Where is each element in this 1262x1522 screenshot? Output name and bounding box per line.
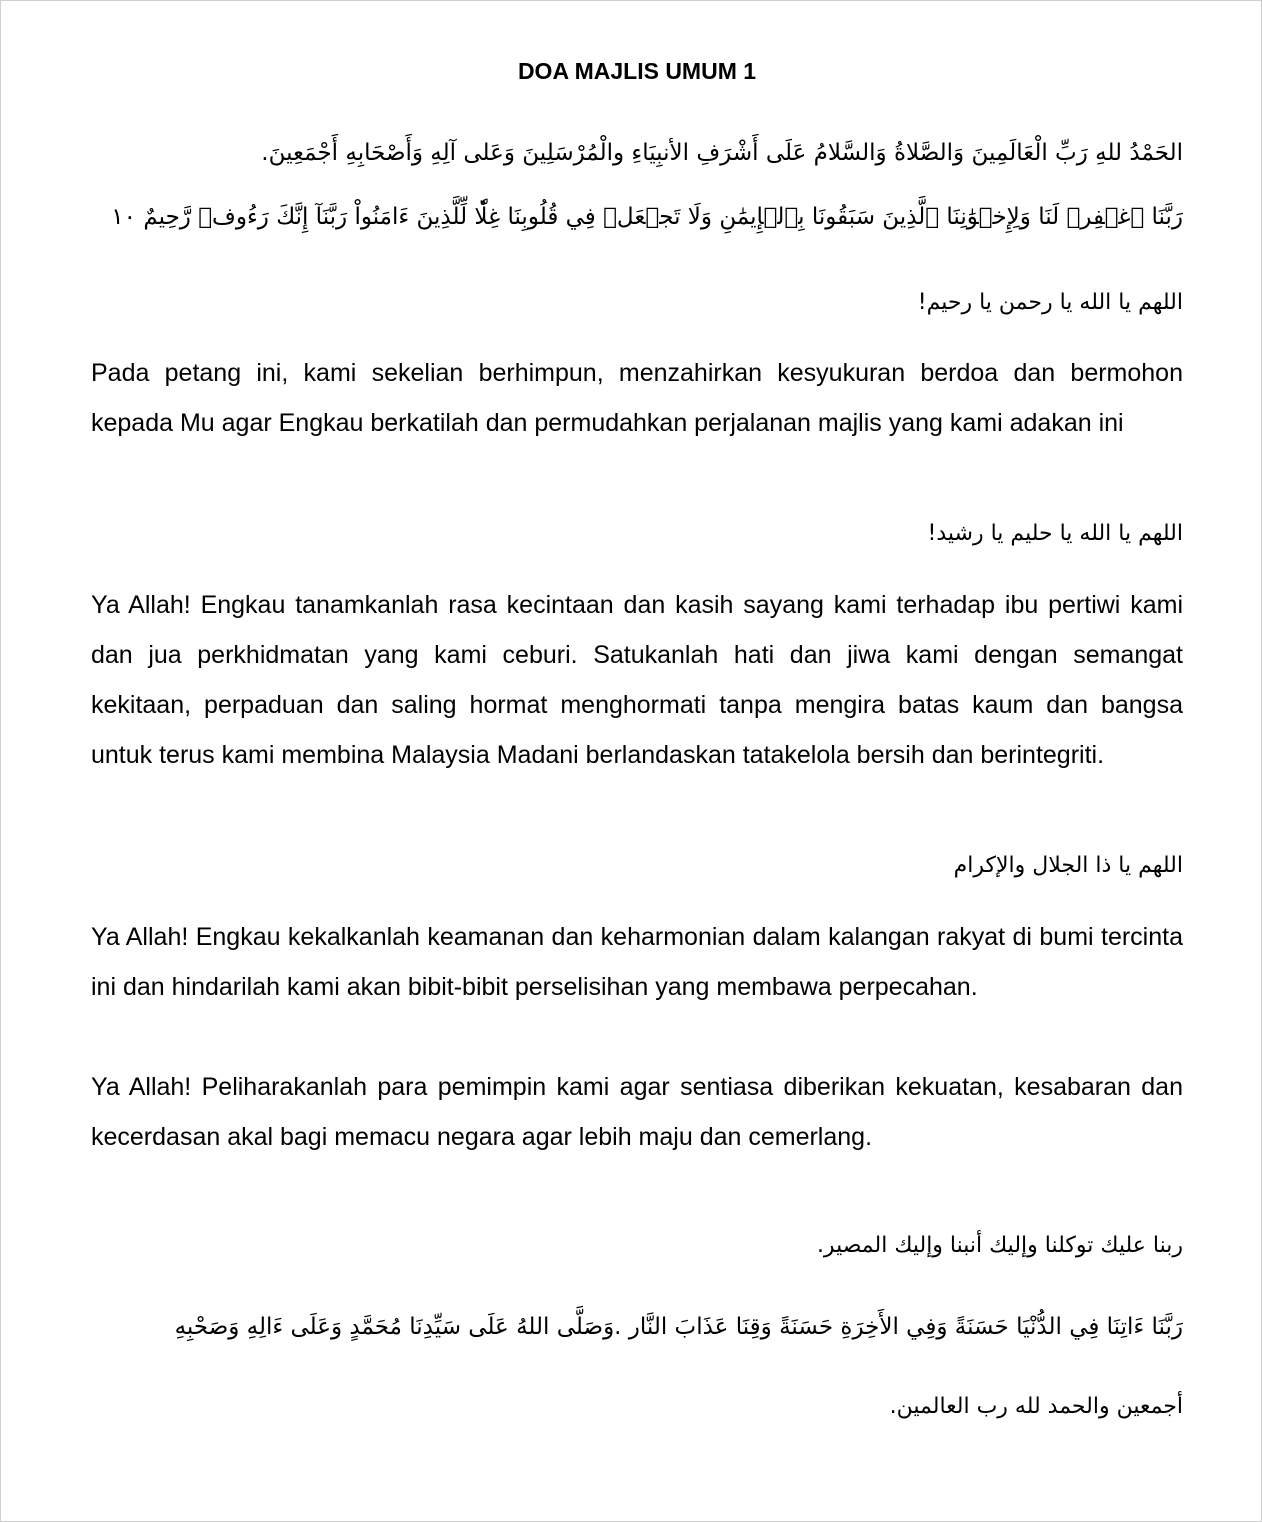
paragraph-3: Ya Allah! Engkau kekalkanlah keamanan dan keharmonian dalam kalangan rakyat di bumi tercinta ini dan hindarilah kami akan bibit-bibit perselisihan yang membawa perpecahan. xyxy=(91,923,1183,1001)
arabic-closing-3: أجمعين والحمد لله رب العالمين. xyxy=(889,1394,1183,1419)
arabic-invocation-1: اللهم يا الله يا رحمن يا رحيم! xyxy=(917,290,1183,315)
arabic-closing-1: ربنا عليك توكلنا وإليك أنبنا وإليك المصير. xyxy=(816,1233,1183,1258)
arabic-opening-praise: الحَمْدُ للهِ رَبِّ الْعَالَمِينَ وَالصَّلاةُ وَالسَّلامُ عَلَى أَشْرَفِ الأنبِيَاءِ والْمُرْسَلِينَ وَعَلى آلِهِ وَأَصْحَابِهِ أَجْمَعِينَ. xyxy=(261,140,1183,166)
arabic-opening-verse: رَبَّنَا ٱغۡفِرۡ لَنَا وَلِإِخۡوَٰنِنَا ٱلَّذِينَ سَبَقُونَا بِٱلۡإِيمَٰنِ وَلَا تَجۡعَلۡ فِي قُلُوبِنَا غِلّٗا لِّلَّذِينَ ءَامَنُواْ رَبَّنَآ إِنَّكَ رَءُوفٞ رَّحِيمٌ ١٠ xyxy=(111,204,1183,230)
paragraph-4: Ya Allah! Peliharakanlah para pemimpin kami agar sentiasa diberikan kekuatan, kesabaran dan kecerdasan akal bagi memacu negara agar lebih maju dan cemerlang. xyxy=(91,1073,1183,1151)
arabic-invocation-3: اللهم يا ذا الجلال والإكرام xyxy=(953,853,1183,878)
arabic-invocation-2: اللهم يا الله يا حليم يا رشيد! xyxy=(927,521,1183,546)
paragraph-2: Ya Allah! Engkau tanamkanlah rasa kecintaan dan kasih sayang kami terhadap ibu pertiwi kami dan jua perkhidmatan yang kami ceburi. Satukanlah hati dan jiwa kami dengan semangat kekitaan, perpaduan dan saling hormat menghormati tanpa mengira batas kaum dan bangsa untuk terus kami membina Malaysia Madani berlandaskan tatakelola bersih dan berintegriti. xyxy=(91,591,1183,769)
document-title: DOA MAJLIS UMUM 1 xyxy=(517,58,757,84)
arabic-closing-2: رَبَّنَا ءَاتِنَا فِي الدُّنْيَا حَسَنَةً وَفِي الأَخِرَةِ حَسَنَةً وَقِنَا عَذَابَ النَّار .وَصَلَّى اللهُ عَلَى سَيِّدِنَا مُحَمَّدٍ وَعَلَى ءَالِهِ وَصَحْبِهِ xyxy=(174,1314,1183,1340)
paragraph-1: Pada petang ini, kami sekelian berhimpun, menzahirkan kesyukuran berdoa dan bermohon kepada Mu agar Engkau berkatilah dan permudahkan perjalanan majlis yang kami adakan ini xyxy=(91,359,1183,437)
